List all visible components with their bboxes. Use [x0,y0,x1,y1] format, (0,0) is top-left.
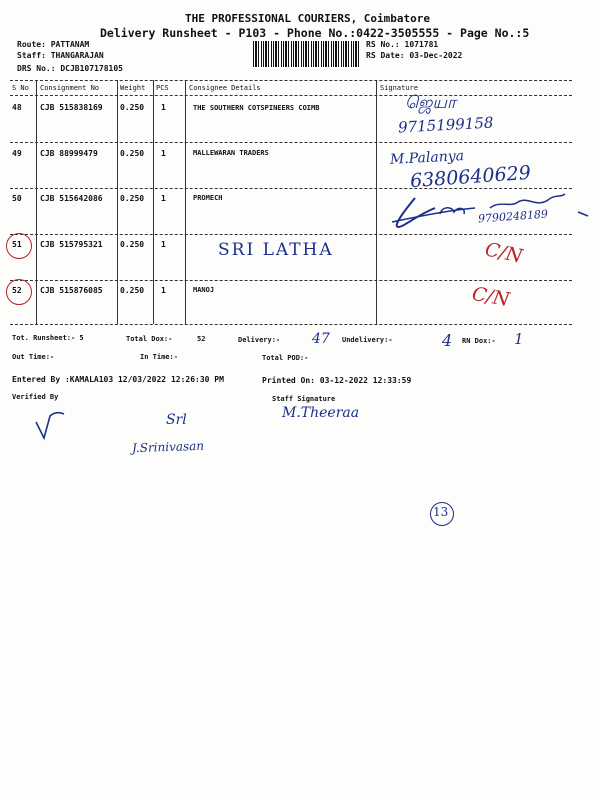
row-50-consignee: PROMECH [193,194,223,202]
row-50-weight: 0.250 [120,194,145,203]
row-50-pcs: 1 [161,194,166,203]
row-48-sno: 48 [12,103,22,112]
row-49-signature: M.Palanya [389,148,465,168]
delivery-label: Delivery:- [238,336,281,344]
rn-dox-label: RN Dox:- [462,337,496,345]
out-time-label: Out Time:- [12,353,55,361]
col-consignment: Consignment No [40,84,100,92]
undelivery-label: Undelivery:- [342,336,393,344]
total-dox-value: 52 [197,335,206,343]
page-number: 13 [433,505,449,519]
row-51-status: C/N [483,238,525,268]
tot-runsheet: Tot. Runsheet:- 5 [12,334,84,342]
undelivery-count: 4 [442,331,453,350]
col-pcs: PCS [156,84,169,92]
row-52-status: C/N [470,282,512,312]
col-divider [185,80,186,324]
staff-label: Staff: THANGARAJAN [17,51,104,60]
row-48-signature: ஜெயா [405,93,456,113]
printed-on: Printed On: 03-12-2022 12:33:59 [262,376,412,385]
verifier-initials: Srl [166,412,187,428]
rs-number: RS No.: 1071781 [366,40,439,49]
row-rule [10,142,572,143]
row-49-consignment: CJB 88999479 [40,149,98,158]
row-52-pcs: 1 [161,286,166,295]
row-52-sno: 52 [12,286,22,295]
row-50-phone: 9790248189 [477,207,549,226]
document-title: THE PROFESSIONAL COURIERS, Coimbatore [185,12,431,25]
total-pod-label: Total POD:- [262,354,309,362]
barcode [253,41,359,67]
row-49-pcs: 1 [161,149,166,158]
row-50-consignment: CJB 515642086 [40,194,103,203]
table-bottom-rule [10,324,572,325]
col-weight: Weight [120,84,146,92]
table-top-rule [10,80,572,81]
row-49-sno: 49 [12,149,22,158]
row-51-sno: 51 [12,240,22,249]
verified-by-label: Verified By [12,393,59,401]
row-51-pcs: 1 [161,240,166,249]
rn-dox-count: 1 [514,330,524,348]
row-rule [10,280,572,281]
row-50-sno: 50 [12,194,22,203]
drs-number: DRS No.: DCJB107178105 [17,64,123,73]
document-subtitle: Delivery Runsheet - P103 - Phone No.:0422-3505555 - Page No.:5 [100,26,530,40]
row-49-weight: 0.250 [120,149,145,158]
col-divider [36,80,37,324]
row-51-consignment: CJB 515795321 [40,240,103,249]
col-divider [153,80,154,324]
row-48-consignee: THE SOUTHERN COTSPINEERS COIMB [193,104,320,112]
row-48-pcs: 1 [161,103,166,112]
col-divider [376,80,377,324]
col-divider [117,80,118,324]
row-49-consignee: MALLEWARAN TRADERS [193,149,269,157]
row-48-phone: 9715199158 [397,113,494,137]
total-dox-label: Total Dox:- [126,335,173,343]
row-52-weight: 0.250 [120,286,145,295]
col-signature: Signature [380,84,418,92]
staff-signature: M.Theeraa [282,405,360,421]
entered-by: Entered By :KAMALA103 12/03/2022 12:26:30 PM [12,375,224,384]
row-rule [10,234,572,235]
row-49-phone: 6380640629 [409,161,532,193]
row-52-consignee: MANOJ [193,286,215,294]
row-48-weight: 0.250 [120,103,145,112]
row-48-consignment: CJB 515838169 [40,103,103,112]
in-time-label: In Time:- [140,353,178,361]
row-51-handwritten-name: SRI LATHA [218,240,334,260]
header-rule [10,95,572,96]
col-sno: S No [12,84,29,92]
row-51-weight: 0.250 [120,240,145,249]
delivery-count: 47 [312,331,330,347]
rs-date: RS Date: 03-Dec-2022 [366,51,463,60]
verifier-name: J.Srinivasan [131,438,205,456]
route-label: Route: PATTANAM [17,40,90,49]
col-consignee: Consignee Details [189,84,261,92]
row-52-consignment: CJB 515876085 [40,286,103,295]
verified-by-checkmark [30,408,70,442]
staff-signature-label: Staff Signature [272,395,336,403]
